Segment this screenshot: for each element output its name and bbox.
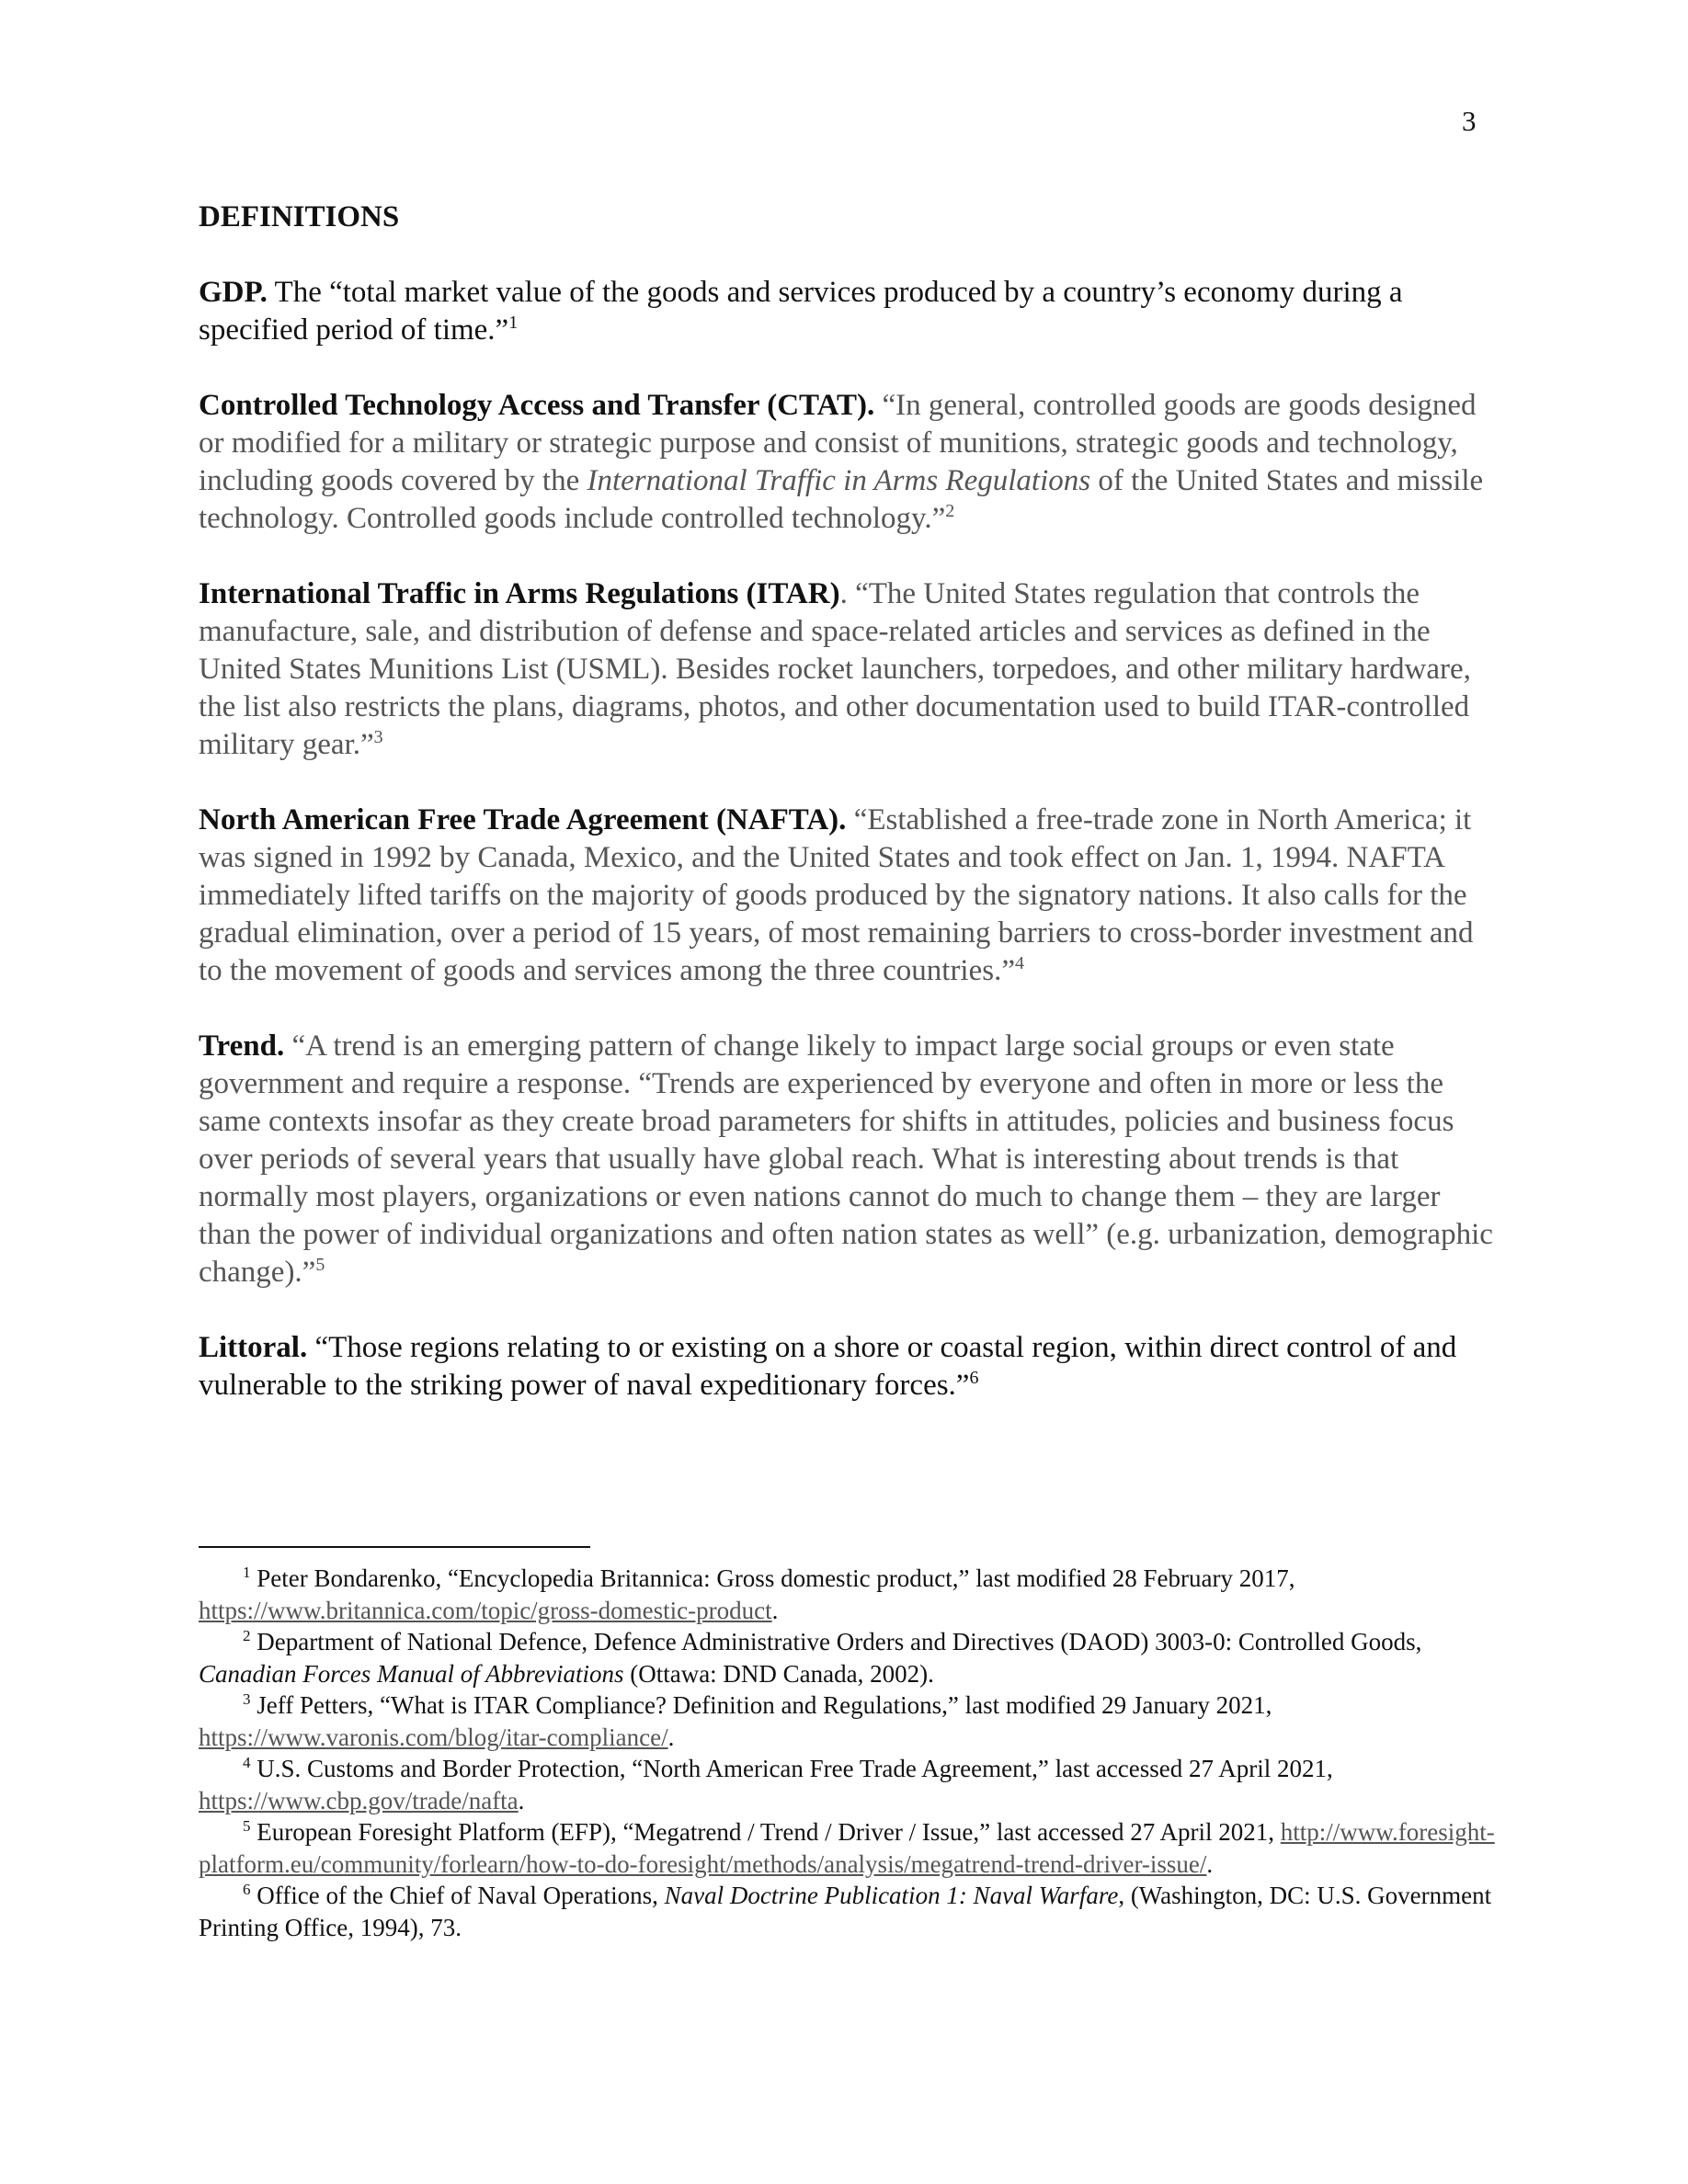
footnote-text: Office of the Chief of Naval Operations, <box>250 1882 665 1909</box>
definition-ctat <box>199 387 1495 538</box>
footnote-ref-2[interactable]: 2 <box>945 501 955 521</box>
footnote-separator <box>199 1546 590 1548</box>
definition-text-trend: “A trend is an emerging pattern of change likely to impact large social groups or even state government and require a response. “Trends are experienced by everyone and often in more or less the same contexts insofar as they create broad parameters for shifts in attitudes, policies and business focus over periods of several years that usually have global reach. What is interesting about trends is that normally most players, organizations or even nations cannot do much to change them – they are larger than the power of individual organizations and often nation states as well” (e.g. urbanization, demographic change).” <box>199 1029 1493 1289</box>
definition-nafta <box>199 802 1495 990</box>
footnote-text: U.S. Customs and Border Protection, “North American Free Trade Agreement,” last accessed 27 April 2021, <box>250 1755 1333 1782</box>
footnote-number: 5 <box>243 1817 251 1835</box>
footnote-end: . <box>518 1786 525 1814</box>
footnote-ref-4[interactable]: 4 <box>1015 953 1024 973</box>
footnote-ref-1[interactable]: 1 <box>508 313 519 333</box>
footnote-text: Peter Bondarenko, “Encyclopedia Britannica: Gross domestic product,” last modified 28 February 2017, <box>250 1564 1295 1592</box>
term-gdp: GDP. <box>199 276 268 309</box>
footnote-text: Jeff Petters, “What is ITAR Compliance? Definition and Regulations,” last modified 29 January 2021, <box>250 1691 1272 1719</box>
footnote-number: 1 <box>243 1564 251 1581</box>
footnote-end: (Ottawa: DND Canada, 2002). <box>623 1659 934 1688</box>
definition-text-ctat-end: of the United States and missile technology. Controlled goods include controlled technology.” <box>199 464 1484 535</box>
footnote-2 <box>199 1626 1495 1689</box>
footnote-italic: Naval Doctrine Publication 1: Naval Warfare <box>664 1882 1119 1909</box>
footnote-ref-5[interactable]: 5 <box>315 1255 325 1275</box>
definition-trend <box>199 1028 1495 1291</box>
definition-itar <box>199 575 1495 764</box>
footnote-number: 4 <box>243 1754 251 1771</box>
footnote-ref-3[interactable]: 3 <box>373 727 383 747</box>
definition-text-nafta: “Established a free-trade zone in North America; it was signed in 1992 by Canada, Mexico, and the United States and took effect on Jan. 1, 1994. NAFTA immediately lifted tariffs on the majority of goods produced by the signatory nations. It also calls for the gradual elimination, over a period of 15 years, of most remaining barriers to cross-border investment and to the movement of goods and services among the three countries.” <box>199 803 1474 987</box>
footnote-6 <box>199 1880 1495 1943</box>
footnote-text: European Foresight Platform (EFP), “Megatrend / Trend / Driver / Issue,” last accessed 27 April 2021, <box>250 1818 1281 1846</box>
footnote-1 <box>199 1563 1495 1626</box>
footnote-link[interactable]: https://www.britannica.com/topic/gross-domestic-product <box>199 1596 772 1624</box>
footnote-link[interactable]: http://www.foresight-platform.eu/community/forlearn/how-to-do-foresight/methods/analysis/megatrend-trend-driver-issue/ <box>199 1818 1495 1878</box>
footnote-3 <box>199 1689 1495 1753</box>
footnote-5 <box>199 1816 1495 1880</box>
footnote-text: Department of National Defence, Defence Administrative Orders and Directives (DAOD) 3003-0: Controlled Goods, <box>250 1628 1422 1655</box>
footnote-end: . <box>667 1723 675 1751</box>
term-itar: International Traffic in Arms Regulations (ITAR) <box>199 577 840 610</box>
footnote-number: 2 <box>243 1627 251 1644</box>
footnote-link[interactable]: https://www.cbp.gov/trade/nafta <box>199 1786 519 1814</box>
definition-text-itar: . “The United States regulation that controls the manufacture, sale, and distribution of defense and space-related articles and services as defined in the United States Munitions List (USML). Besides rocket launchers, torpedoes, and other military hardware, the list also restricts the plans, diagrams, photos, and other documentation used to build ITAR-controlled military gear.” <box>199 577 1471 761</box>
footnote-end: . <box>1206 1849 1214 1878</box>
definition-text-ctat: “In general, controlled goods are goods designed or modified for a military or strategic purpose and consist of munitions, strategic goods and technology, including goods covered by the <box>199 389 1477 497</box>
section-heading: DEFINITIONS <box>199 200 400 233</box>
term-littoral: Littoral. <box>199 1331 308 1364</box>
footnote-ref-6[interactable]: 6 <box>969 1368 979 1388</box>
definition-text-littoral: “Those regions relating to or existing on a shore or coastal region, within direct control of and vulnerable to the striking power of naval expeditionary forces.” <box>199 1331 1457 1402</box>
footnote-italic: Canadian Forces Manual of Abbreviations <box>199 1659 624 1688</box>
footnote-4 <box>199 1753 1495 1816</box>
definitions-section <box>199 199 1495 1442</box>
term-ctat: Controlled Technology Access and Transfer (CTAT). <box>199 389 875 422</box>
definition-text-gdp: The “total market value of the goods and services produced by a country’s economy during a specified period of time.” <box>199 276 1403 347</box>
definition-italic-ctat: International Traffic in Arms Regulations <box>587 464 1091 497</box>
term-nafta: North American Free Trade Agreement (NAFTA). <box>199 803 847 836</box>
footnote-number: 3 <box>243 1690 251 1708</box>
definition-littoral <box>199 1329 1495 1405</box>
footnote-end: , (Washington, DC: U.S. Government Printing Office, 1994), 73. <box>199 1882 1492 1941</box>
footnote-link[interactable]: https://www.varonis.com/blog/itar-compliance/ <box>199 1723 668 1751</box>
footnote-number: 6 <box>243 1881 251 1898</box>
page-number: 3 <box>1462 105 1477 137</box>
footnotes <box>199 1563 1495 1943</box>
term-trend: Trend. <box>199 1029 285 1063</box>
footnote-end: . <box>771 1596 779 1624</box>
definition-gdp <box>199 274 1495 349</box>
